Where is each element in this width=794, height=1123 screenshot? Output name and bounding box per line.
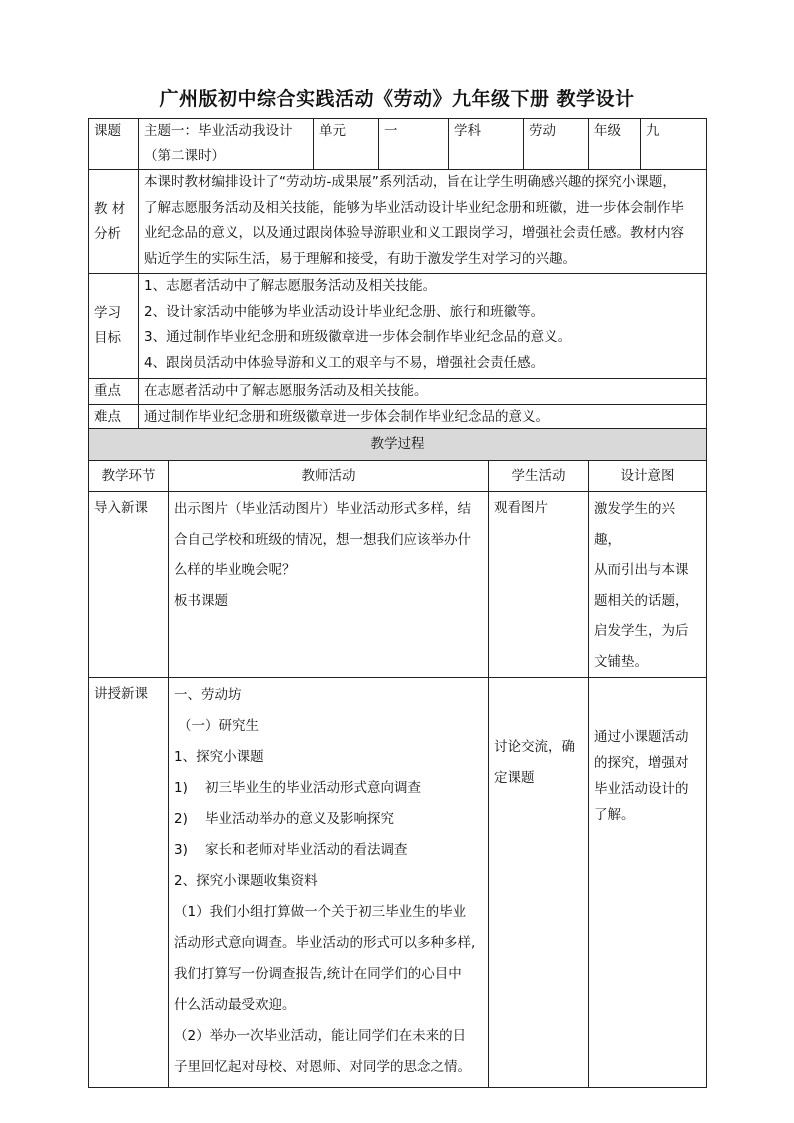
analysis-line: 贴近学生的实际生活，易于理解和接受，有助于激发学生对学习的兴趣。 — [144, 250, 576, 267]
lecture-teacher-line: 2) 毕业活动举办的意义及影响探究 — [174, 811, 395, 827]
lecture-student-line: 讨论交流，确 — [494, 739, 575, 755]
process-title: 教学过程 — [89, 429, 707, 461]
lecture-student — [489, 678, 589, 1088]
lecture-student-line: 定课题 — [494, 769, 535, 786]
intro-teacher-line: 合自己学校和班级的情况，想一想我们应该举办什 — [174, 531, 471, 548]
difficulty-text: 通过制作毕业纪念册和班级徽章进一步体会制作毕业纪念品的意义。 — [139, 405, 707, 431]
key-point-text: 在志愿者活动中了解志愿服务活动及相关技能。 — [139, 379, 707, 405]
lecture-intent-line: 通过小课题活动 — [594, 729, 689, 745]
analysis-label — [89, 170, 139, 274]
lecture-teacher-line: 子里回忆起对母校、对恩师、对同学的思念之情。 — [174, 1059, 471, 1075]
lecture-stage: 讲授新课 — [89, 678, 169, 1088]
teaching-process-table — [88, 428, 707, 1088]
goal-item: 2、设计家活动中能够为毕业活动设计毕业纪念册、旅行和班徽等。 — [144, 303, 545, 320]
topic-value — [139, 119, 314, 170]
goals-label — [89, 274, 139, 379]
lecture-teacher-line: 1、探究小课题 — [174, 749, 264, 765]
goals-label-line: 学习 — [94, 305, 121, 321]
analysis-label-line: 教 材 — [94, 200, 126, 217]
lesson-info-table — [88, 118, 707, 431]
intro-intent-line: 激发学生的兴趣， — [594, 501, 675, 548]
header-stage: 教学环节 — [89, 461, 169, 492]
goals-label-line: 目标 — [94, 330, 121, 346]
lecture-teacher-line: 2、探究小课题收集资料 — [174, 873, 318, 889]
intro-intent-line: 启发学生，为后 — [594, 623, 689, 639]
analysis-label-line: 分析 — [94, 225, 121, 242]
lecture-intent-line: 的探究，增强对 — [594, 755, 689, 771]
lecture-teacher-line: 什么活动最受欢迎。 — [174, 997, 296, 1013]
lecture-teacher-line: （1）我们小组打算做一个关于初三毕业生的毕业 — [174, 904, 467, 920]
difficulty-label: 难点 — [89, 405, 139, 431]
intro-teacher-line: 么样的毕业晚会呢？ — [174, 562, 296, 578]
subject-value: 劳动 — [524, 119, 589, 170]
analysis-line: 业纪念品的意义，以及通过跟岗体验导游职业和义工跟岗学习，增强社会责任感。教材内容 — [144, 225, 684, 241]
unit-label: 单元 — [314, 119, 379, 170]
header-intent: 设计意图 — [589, 461, 707, 492]
intro-intent-line: 从而引出与本课 — [594, 562, 689, 578]
intro-intent-line: 题相关的话题， — [594, 592, 689, 609]
topic-line: 主题一：毕业活动我设计 — [144, 123, 293, 139]
analysis-line: 本课时教材编排设计了“劳动坊-成果展”系列活动，旨在让学生明确感兴趣的探究小课题， — [144, 174, 676, 190]
lecture-teacher-line: 活动形式意向调查。毕业活动的形式可以多种多样, — [174, 935, 476, 951]
intro-student: 观看图片 — [489, 492, 589, 678]
lecture-teacher-line: （2）举办一次毕业活动，能让同学们在未来的日 — [174, 1028, 467, 1044]
lecture-teacher-line: 我们打算写一份调查报告,统计在同学们的心目中 — [174, 966, 462, 982]
intro-intent-line: 文铺垫。 — [594, 653, 648, 670]
topic-label: 课题 — [89, 119, 139, 170]
grade-label: 年级 — [589, 119, 641, 170]
goal-item: 3、通过制作毕业纪念册和班级徽章进一步体会制作毕业纪念品的意义。 — [144, 329, 572, 345]
lecture-teacher-line: 1) 初三毕业生的毕业活动形式意向调查 — [174, 780, 422, 796]
intro-intent — [589, 492, 707, 678]
intro-stage: 导入新课 — [89, 492, 169, 678]
goal-item: 4、跟岗员活动中体验导游和义工的艰辛与不易，增强社会责任感。 — [144, 354, 545, 371]
lecture-intent-line: 毕业活动设计的 — [594, 781, 689, 797]
unit-value: 一 — [379, 119, 449, 170]
lecture-teacher-line: 一、劳动坊 — [174, 687, 242, 703]
analysis-text — [139, 170, 707, 274]
lecture-intent — [589, 678, 707, 1088]
grade-value: 九 — [641, 119, 707, 170]
topic-line: （第二课时） — [144, 148, 225, 164]
header-student: 学生活动 — [489, 461, 589, 492]
goals-list — [139, 274, 707, 379]
intro-teacher — [169, 492, 489, 678]
intro-teacher-line: 板书课题 — [174, 592, 228, 609]
intro-teacher-line: 出示图片（毕业活动图片）毕业活动形式多样，结 — [174, 501, 471, 517]
lecture-teacher-line: （一）研究生 — [178, 718, 259, 734]
lecture-teacher-line: 3) 家长和老师对毕业活动的看法调查 — [174, 842, 408, 858]
subject-label: 学科 — [449, 119, 524, 170]
header-teacher: 教师活动 — [169, 461, 489, 492]
analysis-line: 了解志愿服务活动及相关技能，能够为毕业活动设计毕业纪念册和班徽，进一步体会制作毕 — [144, 199, 684, 216]
key-point-label: 重点 — [89, 379, 139, 405]
lecture-intent-line: 了解。 — [594, 807, 635, 823]
lecture-teacher — [169, 678, 489, 1088]
goal-item: 1、志愿者活动中了解志愿服务活动及相关技能。 — [144, 278, 437, 294]
page-title: 广州版初中综合实践活动《劳动》九年级下册 教学设计 — [159, 88, 635, 110]
